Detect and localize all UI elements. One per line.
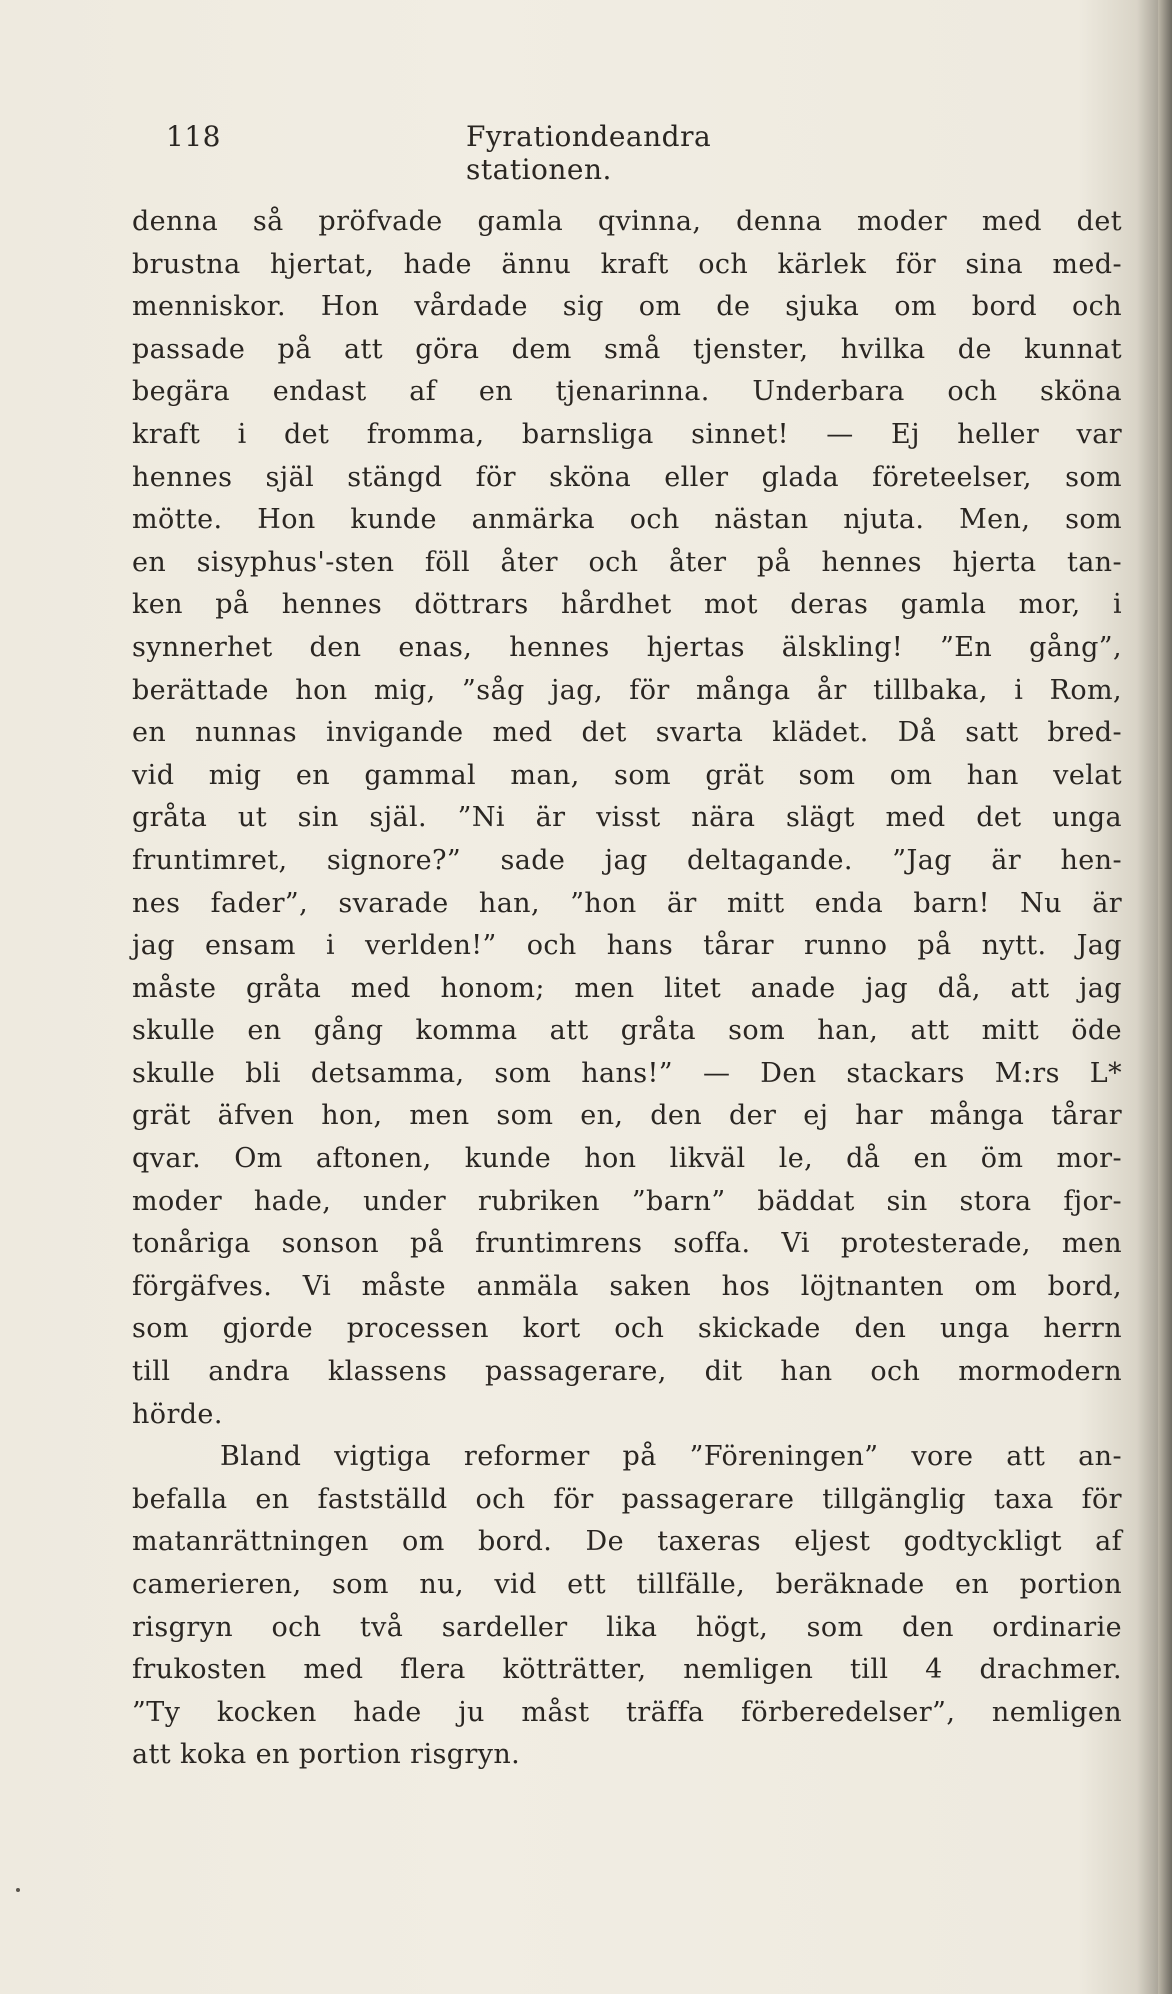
text-line: vid mig en gammal man, som grät som om han velat	[132, 759, 1122, 791]
text-line: camerieren, som nu, vid ett tillfälle, beräknade en portion	[132, 1569, 1122, 1600]
text-line: passade på att göra dem små tjenster, hvilka de kunnat	[132, 333, 1122, 365]
text-line: skulle bli detsamma, som hans!” — Den stackars M:rs L*	[132, 1057, 1122, 1089]
text-line: berättade hon mig, ”såg jag, för många år tillbaka, i Rom,	[132, 674, 1122, 706]
text-line: qvar. Om aftonen, kunde hon likväl le, då en öm mor-	[132, 1143, 1122, 1175]
text-line: fruntimret, signore?” sade jag deltagande. ”Jag är hen-	[132, 844, 1122, 876]
text-line: jag ensam i verlden!” och hans tårar runno på nytt. Jag	[132, 930, 1122, 962]
text-line: menniskor. Hon vårdade sig om de sjuka om bord och	[132, 291, 1122, 323]
text-line: synnerhet den enas, hennes hjertas älskling! ”En gång”,	[132, 631, 1122, 663]
text-line: grät äfven hon, men som en, den der ej har många tårar	[132, 1100, 1122, 1132]
text-line: förgäfves. Vi måste anmäla saken hos löjtnanten om bord,	[132, 1270, 1122, 1302]
text-line: som gjorde processen kort och skickade den unga herrn	[132, 1313, 1122, 1345]
text-line: en nunnas invigande med det svarta klädet. Då satt bred-	[132, 717, 1122, 749]
paragraph-first-line: Bland vigtiga reformer på ”Föreningen” vore att an-	[220, 1441, 1122, 1473]
text-line: tonåriga sonson på fruntimrens soffa. Vi protesterade, men	[132, 1228, 1122, 1260]
text-line: nes fader”, svarade han, ”hon är mitt enda barn! Nu är	[132, 887, 1122, 919]
text-line: begära endast af en tjenarinna. Underbara och sköna	[132, 376, 1122, 408]
text-line: en sisyphus'-sten föll åter och åter på hennes hjerta tan-	[132, 546, 1122, 578]
text-line: hennes själ stängd för sköna eller glada företeelser, som	[132, 461, 1122, 493]
text-line: hörde.	[132, 1398, 223, 1430]
text-line: kraft i det fromma, barnsliga sinnet! — Ej heller var	[132, 418, 1122, 450]
page-number: 118	[166, 120, 221, 153]
text-line: matanrättningen om bord. De taxeras eljest godtyckligt af	[132, 1526, 1122, 1558]
text-line: befalla en fastställd och för passagerare tillgänglig taxa för	[132, 1483, 1122, 1515]
text-line: ken på hennes döttrars hårdhet mot deras gamla mor, i	[132, 589, 1122, 621]
page-header	[166, 120, 866, 186]
text-line: mötte. Hon kunde anmärka och nästan njuta. Men, som	[132, 504, 1122, 536]
book-spine-edge	[1158, 0, 1172, 1994]
text-line: frukosten med flera kötträtter, nemligen till 4 drachmer.	[132, 1654, 1122, 1686]
text-line: brustna hjertat, hade ännu kraft och kärlek för sina med-	[132, 248, 1122, 280]
text-line: ”Ty kocken hade ju måst träffa förberedelser”, nemligen	[132, 1696, 1122, 1728]
body-text	[132, 201, 1122, 1777]
text-line: måste gråta med honom; men litet anade jag då, att jag	[132, 972, 1122, 1004]
paper-speck	[16, 1888, 20, 1892]
running-head: Fyrationdeandra stationen.	[466, 120, 712, 186]
text-line: denna så pröfvade gamla qvinna, denna moder med det	[132, 206, 1122, 237]
text-line: till andra klassens passagerare, dit han och mormodern	[132, 1356, 1122, 1388]
text-line: risgryn och två sardeller lika högt, som den ordinarie	[132, 1611, 1122, 1643]
text-line: skulle en gång komma att gråta som han, att mitt öde	[132, 1015, 1122, 1047]
text-line: moder hade, under rubriken ”barn” bäddat sin stora fjor-	[132, 1185, 1122, 1217]
text-line: gråta ut sin själ. ”Ni är visst nära slägt med det unga	[132, 802, 1122, 834]
text-line: att koka en portion risgryn.	[132, 1739, 521, 1771]
